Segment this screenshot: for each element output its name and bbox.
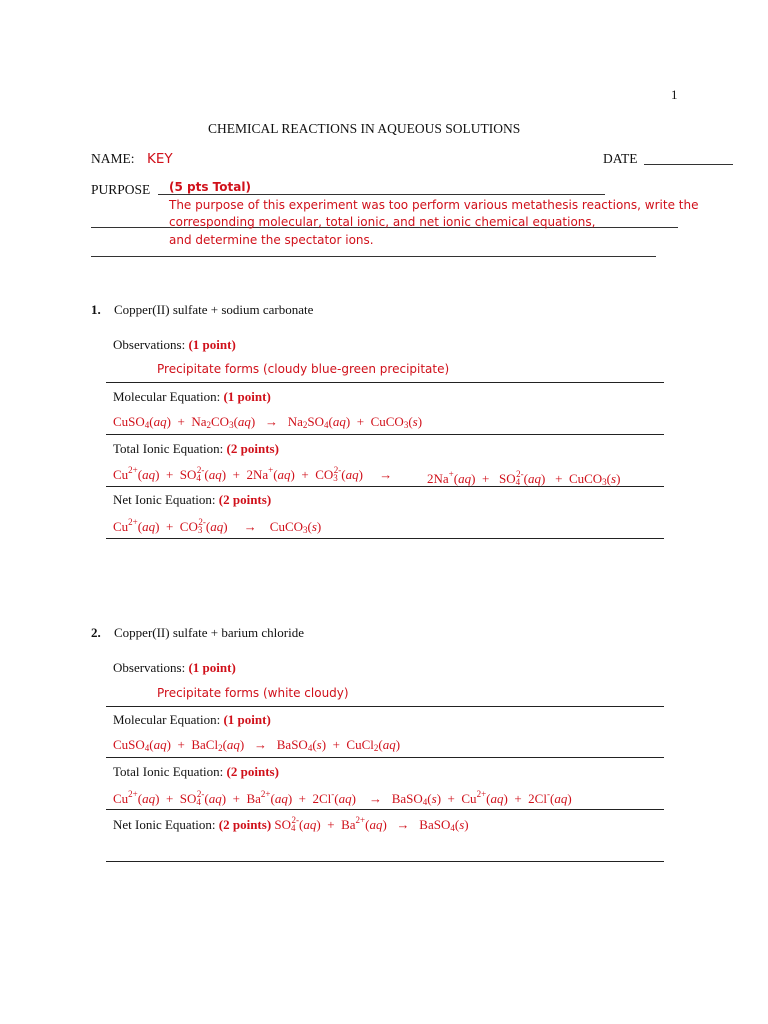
- q1-molecular-label: [113, 389, 271, 405]
- molecular-text: Molecular Equation:: [113, 712, 221, 727]
- q1-divider-1: [106, 382, 664, 383]
- q1-total-ionic-label: [113, 441, 279, 457]
- q2-divider-2: [106, 757, 664, 758]
- purpose-text-3: and determine the spectator ions.: [169, 233, 374, 247]
- q1-total-ionic-equation: $Cu^{2+}(aq) + SO_4^{2-}(aq) + 2Na^+(aq) + CO_3^{2-}(aq)$ →: [113, 465, 393, 483]
- page-number: 1: [671, 87, 678, 102]
- q2-total-ionic-label: [113, 764, 279, 780]
- net-ionic-text: Net Ionic Equation:: [113, 492, 216, 507]
- name-label: NAME:: [91, 151, 135, 166]
- q2-divider-4: [106, 861, 664, 862]
- net-ionic-text: Net Ionic Equation:: [113, 817, 216, 832]
- observations-text: Observations:: [113, 337, 186, 352]
- points: (2 points): [218, 817, 272, 832]
- q1-molecular-equation: CuSO$_4$(aq) + $Na_2CO_3(aq)$ → $Na_2SO_4(aq)$ + CuCO$_3$(s): [113, 414, 423, 430]
- observations-text: Observations:: [113, 660, 186, 675]
- points: (1 point): [188, 337, 236, 352]
- points: (2 points): [218, 492, 272, 507]
- q1-divider-3: [106, 486, 664, 487]
- page-title: CHEMICAL REACTIONS IN AQUEOUS SOLUTIONS: [208, 121, 521, 136]
- purpose-points: (5 pts Total): [169, 180, 251, 194]
- q1-title: Copper(II) sulfate + sodium carbonate: [114, 302, 314, 317]
- q2-number: 2.: [91, 625, 101, 640]
- purpose-text-2: corresponding molecular, total ionic, and net ionic chemical equations,: [169, 215, 596, 229]
- total-ionic-text: Total Ionic Equation:: [113, 764, 224, 779]
- purpose-line-1: [158, 194, 605, 195]
- points: (2 points): [226, 441, 279, 456]
- date-line: [644, 164, 733, 165]
- q2-molecular-equation: CuSO$_4$(aq) + BaCl$_2$(aq) → BaSO$_4$(s) + CuCl$_2$(aq): [113, 737, 401, 753]
- date-label: DATE: [603, 151, 638, 166]
- purpose-label: PURPOSE: [91, 182, 151, 197]
- purpose-text-1: The purpose of this experiment was too perform various metathesis reactions, write the: [169, 198, 699, 212]
- q2-divider-1: [106, 706, 664, 707]
- q2-molecular-label: [113, 712, 271, 728]
- q1-total-ionic-products: 2Na+(aq) + $SO_4^{2-}(aq)$ + CuCO$_3$(s): [427, 469, 621, 487]
- q2-title: Copper(II) sulfate + barium chloride: [114, 625, 304, 640]
- q2-observations-label: [113, 660, 236, 676]
- q1-divider-4: [106, 538, 664, 539]
- name-value: KEY: [147, 151, 173, 167]
- q1-observations-label: [113, 337, 236, 353]
- molecular-text: Molecular Equation:: [113, 389, 221, 404]
- total-ionic-text: Total Ionic Equation:: [113, 441, 224, 456]
- q1-observation: Precipitate forms (cloudy blue-green precipitate): [157, 362, 450, 376]
- purpose-line-3: [91, 256, 656, 257]
- points: (1 point): [223, 389, 271, 404]
- q2-observation: Precipitate forms (white cloudy): [157, 686, 349, 700]
- q1-net-ionic-label: [113, 492, 271, 508]
- q2-net-ionic-row: [113, 815, 469, 833]
- q2-net-ionic-equation: $SO_4^{2-}(aq) + Ba^{2+}(aq)$ → BaSO$_4$(s): [274, 815, 469, 833]
- points: (2 points): [226, 764, 279, 779]
- q2-divider-3: [106, 809, 664, 810]
- q1-number: 1.: [91, 302, 101, 317]
- points: (1 point): [188, 660, 236, 675]
- q1-net-ionic-equation: $Cu^{2+}(aq) + CO_3^{2-}(aq)$ → CuCO$_3$(s): [113, 517, 322, 535]
- points: (1 point): [223, 712, 271, 727]
- q2-total-ionic-equation: $Cu^{2+}(aq) + SO_4^{2-}(aq) + Ba^{2+}(aq) + 2Cl^-(aq)$ → BaSO$_4$(s) + $Cu^{2+}(aq) + 2Cl^-(aq)$: [113, 789, 572, 807]
- q1-divider-2: [106, 434, 664, 435]
